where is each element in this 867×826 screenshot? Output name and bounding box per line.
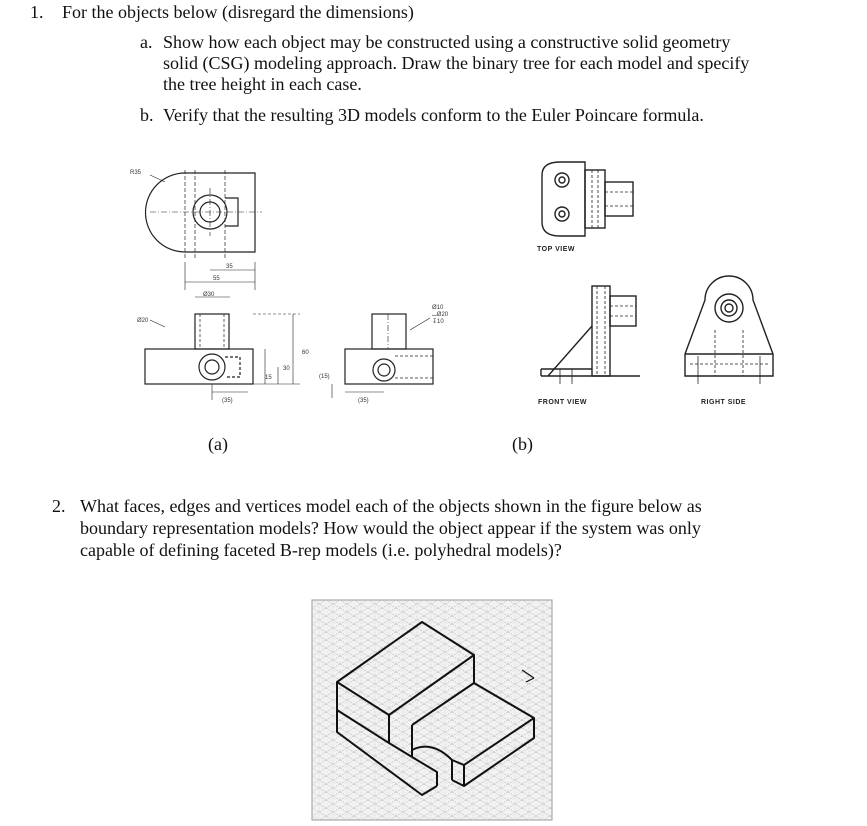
q1a-marker: a.	[140, 32, 153, 52]
dim-60: 60	[302, 350, 309, 356]
front-view-label: FRONT VIEW	[538, 399, 587, 406]
figure-b-caption: (b)	[512, 434, 533, 454]
dim-paren-35-front: (35)	[222, 398, 233, 404]
dim-dia30: Ø30	[203, 292, 215, 298]
q1-number: 1.	[30, 2, 44, 22]
dim-15: 15	[265, 375, 272, 381]
dim-30: 30	[283, 366, 290, 372]
q2-line-1: What faces, edges and vertices model each of the objects shown in the figure below as	[80, 496, 702, 516]
dim-counterbore: ⌴Ø20	[432, 312, 449, 318]
figure-a-caption: (a)	[208, 434, 228, 454]
dim-dia20: Ø20	[137, 318, 149, 324]
dim-dia10: Ø10	[432, 305, 444, 311]
dim-55: 55	[213, 276, 220, 282]
q1a-line-1: Show how each object may be constructed using a constructive solid geometry	[163, 32, 731, 52]
q2-number: 2.	[52, 496, 66, 516]
q2-line-3: capable of defining faceted B-rep models (i.e. polyhedral models)?	[80, 540, 562, 560]
q1-text: For the objects below (disregard the dimensions)	[62, 2, 414, 22]
q1a-line-2: solid (CSG) modeling approach. Draw the binary tree for each model and specify	[163, 53, 750, 73]
q2-line-2: boundary representation models? How would the object appear if the system was only	[80, 518, 701, 538]
top-view-label: TOP VIEW	[537, 246, 575, 253]
q1a-line-3: the tree height in each case.	[163, 74, 362, 94]
q1b-text: Verify that the resulting 3D models conform to the Euler Poincare formula.	[163, 105, 704, 125]
dim-paren-15: (15)	[319, 374, 330, 380]
isometric-figure	[312, 600, 552, 820]
dim-35: 35	[226, 264, 233, 270]
dim-paren-35-side: (35)	[358, 398, 369, 404]
dim-r35: R35	[130, 170, 142, 176]
q1b-marker: b.	[140, 105, 154, 125]
dim-depth: ↧10	[432, 319, 444, 325]
right-side-label: RIGHT SIDE	[701, 399, 747, 406]
